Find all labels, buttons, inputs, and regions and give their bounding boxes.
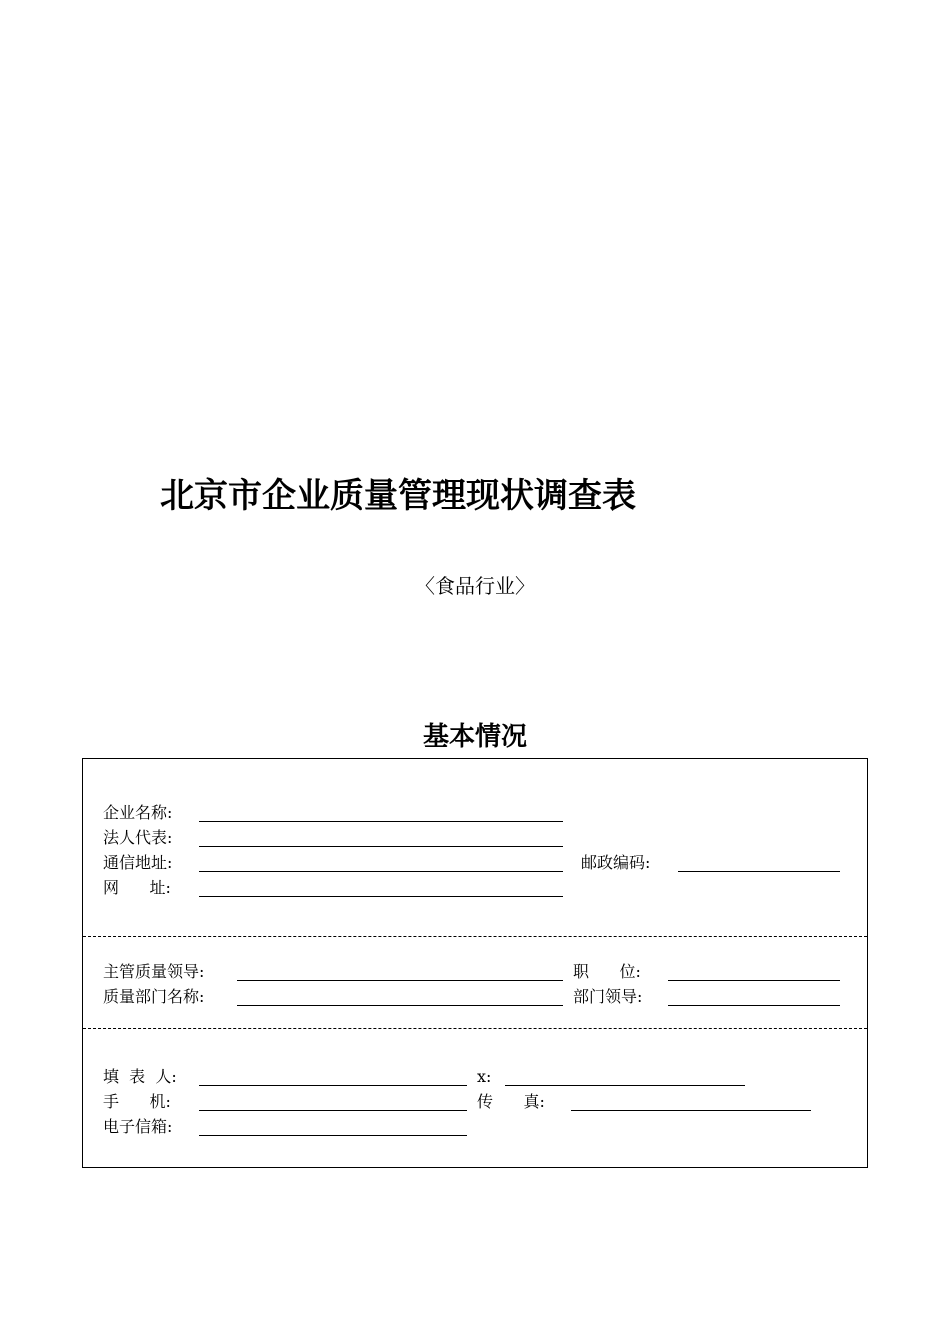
mobile-label: 手 机: [103, 1092, 171, 1111]
quality-leader-field[interactable] [237, 980, 563, 981]
basic-info-form [82, 758, 868, 1168]
email-label: 电子信箱: [103, 1117, 173, 1136]
x-label: x: [477, 1067, 492, 1086]
document-subtitle: 〈食品行业〉 [415, 574, 535, 598]
mobile-field[interactable] [199, 1110, 467, 1111]
filler-label: 填 表 人: [103, 1067, 177, 1086]
address-label: 通信地址: [103, 853, 173, 872]
email-field[interactable] [199, 1135, 467, 1136]
section-title: 基本情况 [422, 722, 527, 752]
position-field[interactable] [668, 980, 840, 981]
quality-dept-field[interactable] [237, 1005, 563, 1006]
company-name-label: 企业名称: [103, 803, 173, 822]
filler-row [103, 1065, 863, 1089]
company-name-field[interactable] [199, 821, 563, 822]
document-title: 北京市企业质量管理现状调查表 [160, 476, 636, 516]
section-divider-1 [83, 936, 867, 937]
dept-leader-label: 部门领导: [573, 987, 643, 1006]
position-label: 职 位: [573, 962, 641, 981]
fax-label: 传 真: [477, 1092, 545, 1111]
filler-field[interactable] [199, 1085, 467, 1086]
mobile-row [103, 1090, 863, 1114]
section-divider-2 [83, 1028, 867, 1029]
email-row [103, 1115, 863, 1139]
address-field[interactable] [199, 871, 563, 872]
quality-dept-label: 质量部门名称: [103, 987, 205, 1006]
legal-rep-field[interactable] [199, 846, 563, 847]
dept-leader-field[interactable] [668, 1005, 840, 1006]
quality-leader-row [103, 960, 863, 984]
website-row [103, 876, 863, 900]
quality-leader-label: 主管质量领导: [103, 962, 205, 981]
address-row [103, 851, 863, 875]
fax-field[interactable] [571, 1110, 811, 1111]
website-field[interactable] [199, 896, 563, 897]
legal-rep-row [103, 826, 863, 850]
postal-code-label: 邮政编码: [581, 853, 651, 872]
postal-code-field[interactable] [678, 871, 840, 872]
x-field[interactable] [505, 1085, 745, 1086]
quality-dept-row [103, 985, 863, 1009]
website-label: 网 址: [103, 878, 171, 897]
company-name-row [103, 801, 863, 825]
legal-rep-label: 法人代表: [103, 828, 173, 847]
